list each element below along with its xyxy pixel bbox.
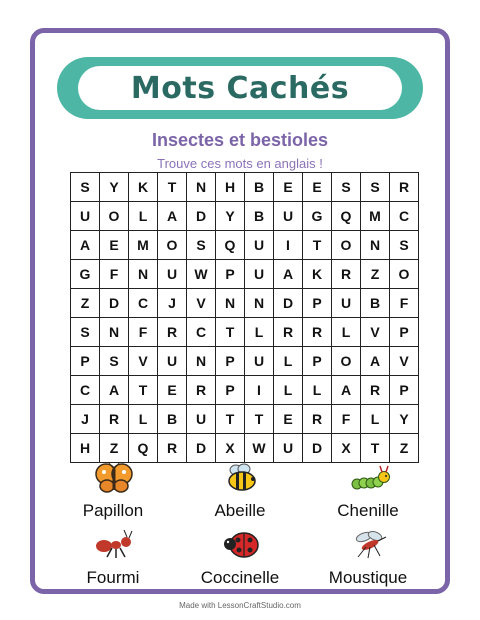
grid-cell[interactable]: C [71, 376, 100, 405]
ladybug-icon [222, 528, 262, 560]
instruction-text: Trouve ces mots en anglais ! [157, 156, 323, 171]
grid-cell[interactable]: R [361, 376, 390, 405]
grid-cell[interactable]: F [100, 260, 129, 289]
grid-cell[interactable]: Q [216, 231, 245, 260]
word-search-grid [70, 172, 419, 463]
grid-cell[interactable]: P [390, 318, 419, 347]
grid-cell[interactable]: Z [71, 289, 100, 318]
grid-cell[interactable]: N [100, 318, 129, 347]
grid-cell[interactable]: A [100, 376, 129, 405]
grid-cell[interactable]: O [100, 202, 129, 231]
grid-cell[interactable]: D [187, 434, 216, 463]
grid-cell[interactable]: G [71, 260, 100, 289]
mosquito-icon [350, 528, 390, 560]
grid-cell[interactable]: R [274, 318, 303, 347]
grid-cell[interactable]: R [390, 173, 419, 202]
grid-cell[interactable]: E [158, 376, 187, 405]
grid-cell[interactable]: Z [390, 434, 419, 463]
word-label-abeille: Abeille [214, 501, 266, 520]
grid-cell[interactable]: C [187, 318, 216, 347]
footer-credit: Made with LessonCraftStudio.com [179, 601, 301, 610]
grid-cell[interactable]: I [245, 376, 274, 405]
grid-cell[interactable]: R [100, 405, 129, 434]
grid-cell[interactable]: N [216, 289, 245, 318]
grid-row [71, 289, 419, 318]
grid-cell[interactable]: N [187, 347, 216, 376]
grid-cell[interactable]: V [129, 347, 158, 376]
grid-cell[interactable]: Z [100, 434, 129, 463]
grid-cell[interactable]: U [71, 202, 100, 231]
word-label-coccinelle: Coccinelle [200, 568, 280, 587]
grid-cell[interactable]: S [187, 231, 216, 260]
grid-cell[interactable]: X [332, 434, 361, 463]
grid-cell[interactable]: W [187, 260, 216, 289]
grid-cell[interactable]: R [332, 260, 361, 289]
grid-cell[interactable]: D [303, 434, 332, 463]
grid-cell[interactable]: V [187, 289, 216, 318]
grid-cell[interactable]: U [245, 260, 274, 289]
grid-cell[interactable]: P [216, 260, 245, 289]
grid-cell[interactable]: L [332, 318, 361, 347]
grid-cell[interactable]: E [100, 231, 129, 260]
grid-row [71, 434, 419, 463]
grid-cell[interactable]: S [100, 347, 129, 376]
grid-cell[interactable]: L [303, 376, 332, 405]
caterpillar-icon [350, 462, 390, 494]
grid-cell[interactable]: U [274, 202, 303, 231]
butterfly-icon [94, 462, 134, 494]
grid-cell[interactable]: L [274, 347, 303, 376]
title-banner [57, 57, 423, 119]
grid-cell[interactable]: J [71, 405, 100, 434]
grid-cell[interactable]: F [390, 289, 419, 318]
grid-cell[interactable]: S [71, 318, 100, 347]
grid-cell[interactable]: Z [361, 260, 390, 289]
grid-cell[interactable]: U [187, 405, 216, 434]
grid-cell[interactable]: L [129, 202, 158, 231]
grid-cell[interactable]: N [187, 173, 216, 202]
word-label-papillon: Papillon [82, 501, 144, 520]
grid-cell[interactable]: T [245, 405, 274, 434]
grid-cell[interactable]: D [187, 202, 216, 231]
grid-cell[interactable]: T [158, 173, 187, 202]
grid-cell[interactable]: L [245, 318, 274, 347]
grid-cell[interactable]: E [274, 405, 303, 434]
grid-cell[interactable]: V [361, 318, 390, 347]
grid-row [71, 347, 419, 376]
grid-cell[interactable]: C [390, 202, 419, 231]
grid-cell[interactable]: T [216, 405, 245, 434]
grid-cell[interactable]: N [361, 231, 390, 260]
grid-cell[interactable]: A [71, 231, 100, 260]
grid-cell[interactable]: S [361, 173, 390, 202]
word-label-chenille: Chenille [337, 501, 399, 520]
grid-cell[interactable]: O [390, 260, 419, 289]
grid-row [71, 376, 419, 405]
grid-cell[interactable]: T [361, 434, 390, 463]
grid-cell[interactable]: T [129, 376, 158, 405]
grid-cell[interactable]: S [390, 231, 419, 260]
grid-cell[interactable]: L [129, 405, 158, 434]
grid-cell[interactable]: Y [390, 405, 419, 434]
grid-cell[interactable]: K [129, 173, 158, 202]
grid-cell[interactable]: G [303, 202, 332, 231]
grid-cell[interactable]: P [303, 347, 332, 376]
grid-cell[interactable]: N [245, 289, 274, 318]
grid-cell[interactable]: P [216, 376, 245, 405]
grid-cell[interactable]: T [216, 318, 245, 347]
grid-cell[interactable]: U [274, 434, 303, 463]
grid-cell[interactable]: I [274, 231, 303, 260]
grid-row [71, 231, 419, 260]
grid-cell[interactable]: U [245, 347, 274, 376]
grid-cell[interactable]: B [361, 289, 390, 318]
grid-cell[interactable]: U [158, 347, 187, 376]
grid-cell[interactable]: R [187, 376, 216, 405]
page-title: Mots Cachés [130, 70, 350, 106]
grid-cell[interactable]: J [158, 289, 187, 318]
grid-cell[interactable]: M [361, 202, 390, 231]
grid-cell[interactable]: Y [216, 202, 245, 231]
grid-cell[interactable]: X [216, 434, 245, 463]
grid-cell[interactable]: M [129, 231, 158, 260]
grid-cell[interactable]: A [274, 260, 303, 289]
grid-cell[interactable]: R [158, 318, 187, 347]
grid-cell[interactable]: U [332, 289, 361, 318]
grid-cell[interactable]: P [216, 347, 245, 376]
grid-cell[interactable]: O [158, 231, 187, 260]
grid-cell[interactable]: L [274, 376, 303, 405]
grid-cell[interactable]: F [129, 318, 158, 347]
grid-row [71, 318, 419, 347]
grid-cell[interactable]: A [361, 347, 390, 376]
grid-cell[interactable]: E [303, 173, 332, 202]
grid-cell[interactable]: O [332, 231, 361, 260]
grid-cell[interactable]: D [100, 289, 129, 318]
grid-cell[interactable]: B [158, 405, 187, 434]
grid-cell[interactable]: Q [332, 202, 361, 231]
grid-cell[interactable]: L [361, 405, 390, 434]
grid-cell[interactable]: D [274, 289, 303, 318]
grid-cell[interactable]: N [129, 260, 158, 289]
grid-cell[interactable]: C [129, 289, 158, 318]
grid-cell[interactable]: P [390, 376, 419, 405]
grid-cell[interactable]: F [332, 405, 361, 434]
grid-cell[interactable]: Y [100, 173, 129, 202]
grid-cell[interactable]: T [303, 231, 332, 260]
grid-row [71, 260, 419, 289]
grid-cell[interactable]: R [158, 434, 187, 463]
grid-cell[interactable]: U [158, 260, 187, 289]
grid-row [71, 173, 419, 202]
bee-icon [222, 462, 262, 494]
grid-cell[interactable]: H [71, 434, 100, 463]
subtitle: Insectes et bestioles [151, 130, 329, 150]
grid-cell[interactable]: R [303, 405, 332, 434]
grid-cell[interactable]: O [332, 347, 361, 376]
grid-cell[interactable]: R [303, 318, 332, 347]
grid-cell[interactable]: A [158, 202, 187, 231]
grid-cell[interactable]: S [332, 173, 361, 202]
grid-cell[interactable]: E [274, 173, 303, 202]
grid-cell[interactable]: P [71, 347, 100, 376]
grid-cell[interactable]: S [71, 173, 100, 202]
grid-row [71, 202, 419, 231]
grid-cell[interactable]: B [245, 173, 274, 202]
word-label-moustique: Moustique [328, 568, 408, 587]
grid-cell[interactable]: P [303, 289, 332, 318]
grid-cell[interactable]: H [216, 173, 245, 202]
grid-row [71, 405, 419, 434]
grid-cell[interactable]: V [390, 347, 419, 376]
ant-icon [94, 528, 134, 560]
grid-cell[interactable]: W [245, 434, 274, 463]
title-pill [78, 66, 402, 110]
grid-cell[interactable]: U [245, 231, 274, 260]
grid-cell[interactable]: A [332, 376, 361, 405]
grid-cell[interactable]: Q [129, 434, 158, 463]
word-label-fourmi: Fourmi [86, 568, 140, 587]
grid-cell[interactable]: B [245, 202, 274, 231]
grid-cell[interactable]: K [303, 260, 332, 289]
